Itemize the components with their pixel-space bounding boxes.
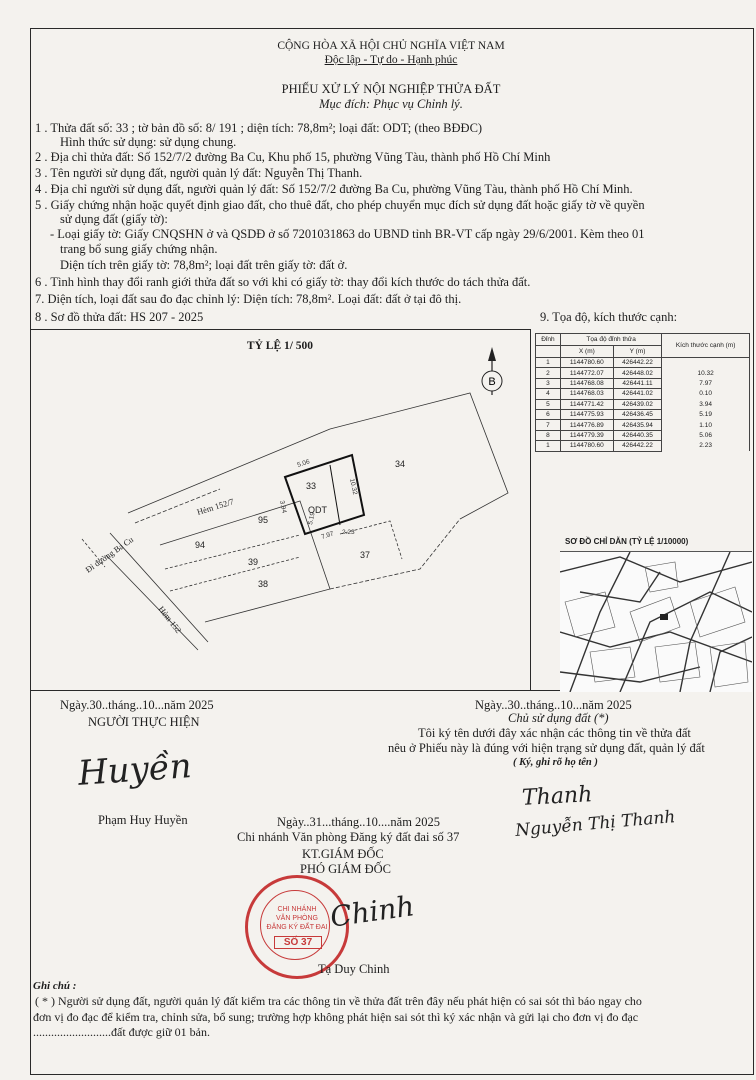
page-title: PHIẾU XỬ LÝ NỘI NGHIỆP THỬA ĐẤT	[281, 82, 501, 96]
right-line-2: nêu ở Phiếu này là đúng với hiện trạng sử dụng đất, quản lý đất	[388, 741, 705, 755]
edge-4: 7.97	[320, 530, 335, 541]
table-row: 4 1144768.03 426441.02 0.10	[536, 389, 750, 399]
col-x: X (m)	[560, 346, 613, 358]
right-line-1: Tôi ký tên dưới đây xác nhận các thông tin về thửa đất	[418, 726, 691, 740]
item-5: 5 . Giấy chứng nhận hoặc quyết định giao đất, cho thuê đất, cho phép chuyển mục đích sử dụng đất hoặc giấy tờ về quyền	[35, 198, 645, 212]
left-signature: Huyền	[76, 746, 193, 794]
stamp-line-2: VĂN PHÒNG	[275, 915, 318, 922]
table-row: 1 1144780.60 426442.22	[536, 358, 750, 368]
col-dinh: Đỉnh	[536, 334, 561, 346]
north-arrow-icon	[482, 347, 502, 395]
col-dinh-2	[536, 346, 561, 358]
item-5-paper: - Loại giấy tờ: Giấy CNQSHN ở và QSDĐ ở số 7201031863 do UBND tỉnh BR-VT cấp ngày 29/6/2001. Kèm theo 01	[50, 227, 645, 241]
col-y: Y (m)	[613, 346, 662, 358]
table-row: 5 1144771.42 426439.02 3.94	[536, 399, 750, 409]
owner-handwriting-2: Nguyễn Thị Thanh	[514, 807, 677, 841]
road-hem-152-7: Hẻm 152/7	[195, 496, 235, 517]
col-group: Tọa độ đỉnh thửa	[560, 334, 661, 346]
notes-line-1: ( * ) Người sử dụng đất, người quản lý đất kiểm tra các thông tin về thửa đất trên đây nếu phát hiện có sai sót thì báo ngay cho	[35, 994, 642, 1008]
table-row: 8 1144779.39 426440.35 5.06	[536, 430, 750, 440]
stamp-line-3: ĐĂNG KÝ ĐẤT ĐAI	[266, 924, 328, 931]
lot-37: 37	[360, 550, 371, 560]
road-ba-cu: Đi đường Ba Cu	[83, 534, 136, 575]
table-row: 7 1144776.89 426435.94 1.10	[536, 420, 750, 430]
lot-39: 39	[248, 557, 259, 567]
lot-34: 34	[395, 459, 406, 469]
locator-map-streets	[560, 552, 752, 692]
center-name: Tạ Duy Chinh	[318, 962, 390, 976]
coordinate-table	[535, 333, 750, 452]
lot-38: 38	[258, 579, 269, 589]
notes-label: Ghi chú :	[33, 980, 77, 992]
map-right-line	[530, 329, 531, 690]
item-5-area: Diện tích trên giấy tờ: 78,8m²; loại đất trên giấy tờ: đất ở.	[60, 258, 348, 272]
road-hem-152: Hẻm 152	[156, 604, 184, 635]
locator-map	[560, 551, 752, 692]
edge-2: 10.32	[348, 477, 359, 496]
owner-handwriting-1: Thanh	[521, 782, 593, 811]
stamp-line-1: CHI NHÁNH	[277, 906, 317, 913]
north-label: B	[488, 376, 496, 388]
right-role: Chủ sử dụng đất (*)	[508, 711, 609, 725]
table-row: 1 1144780.60 426442.22 2.23	[536, 441, 750, 451]
edge-1: 5.06	[296, 458, 311, 469]
item-3: 3 . Tên người sử dụng đất, người quản lý đất: Nguyễn Thị Thanh.	[35, 166, 363, 180]
center-kt: KT.GIÁM ĐỐC	[302, 847, 384, 861]
right-note: ( Ký, ghi rõ họ tên )	[513, 757, 598, 768]
center-signature: Chinh	[328, 889, 417, 934]
inset-title: SƠ ĐỒ CHỈ DẪN (TỶ LỆ 1/10000)	[565, 537, 689, 546]
lot-land-type: ODT	[308, 505, 327, 515]
item-9: 9. Tọa độ, kích thước cạnh:	[540, 310, 678, 324]
lot-94: 94	[195, 540, 206, 550]
stamp-line-4: SỐ 37	[274, 936, 322, 949]
edge-5: 3.94	[278, 499, 288, 514]
item-1: 1 . Thửa đất số: 33 ; tờ bản đồ số: 8/ 191 ; diện tích: 78,8m²; loại đất: ODT; (theo BĐĐC)	[35, 121, 483, 135]
left-role: NGƯỜI THỰC HIỆN	[88, 715, 200, 729]
notes-line-2: đơn vị đo đạc để kiểm tra, chỉnh sửa, bổ sung; trường hợp không phát hiện sai sót thì ký xác nhận và gửi lại cho đơn vị đo đạc	[33, 1010, 639, 1024]
item-6: 6 . Tình hình thay đổi ranh giới thửa đất so với khi có giấy tờ: thay đổi kích thước do tách thửa đất.	[35, 275, 531, 289]
center-role: PHÓ GIÁM ĐỐC	[300, 862, 391, 876]
item-5-b: sử dụng đất (giấy tờ):	[60, 212, 168, 226]
parcel-map	[30, 329, 530, 690]
edge-3: 5.19	[307, 511, 317, 526]
left-date: Ngày.30..tháng..10...năm 2025	[60, 698, 214, 712]
table-row: 2 1144772.07 426448.02 10.32	[536, 368, 750, 378]
center-date: Ngày..31...tháng..10....năm 2025	[277, 815, 441, 829]
purpose: Mục đích: Phục vụ Chỉnh lý.	[319, 97, 463, 111]
item-2: 2 . Địa chỉ thửa đất: Số 152/7/2 đường Ba Cu, Khu phố 15, phường Vũng Tàu, thành phố Hồ Chí Minh	[35, 150, 551, 164]
notes-line-3: ..........................đất được giữ 01 bản.	[33, 1025, 210, 1039]
lot-95: 95	[258, 515, 269, 525]
edge-6: 2.23	[342, 529, 355, 536]
item-5-supplement: trang bổ sung giấy chứng nhận.	[60, 242, 218, 256]
country-header: CỘNG HÒA XÃ HỘI CHỦ NGHĨA VIỆT NAM	[277, 40, 505, 52]
table-row: 3 1144768.08 426441.11 7.97	[536, 378, 750, 388]
right-date: Ngày..30..tháng..10...năm 2025	[475, 698, 632, 712]
motto: Độc lập - Tự do - Hạnh phúc	[324, 54, 458, 66]
item-1-usage: Hình thức sử dụng: sử dụng chung.	[60, 135, 237, 149]
map-scale: TỶ LỆ 1/ 500	[246, 340, 314, 352]
item-4: 4 . Địa chỉ người sử dụng đất, người quản lý đất: Số 152/7/2 đường Ba Cu, phường Vũng Tàu, thành phố Hồ Chí Minh.	[35, 182, 633, 196]
center-office: Chi nhánh Văn phòng Đăng ký đất đai số 37	[237, 830, 460, 844]
item-8: 8 . Sơ đồ thửa đất: HS 207 - 2025	[35, 310, 204, 324]
left-name: Phạm Huy Huyền	[98, 813, 188, 827]
item-7: 7. Diện tích, loại đất sau đo đạc chỉnh lý: Diện tích: 78,8m². Loại đất: đất ở tại đô thị.	[35, 292, 462, 306]
locator-target-icon	[660, 614, 668, 620]
lot-33: 33	[306, 481, 317, 491]
col-size: Kích thước cạnh (m)	[662, 334, 750, 358]
table-row: 6 1144775.93 426436.45 5.19	[536, 409, 750, 419]
